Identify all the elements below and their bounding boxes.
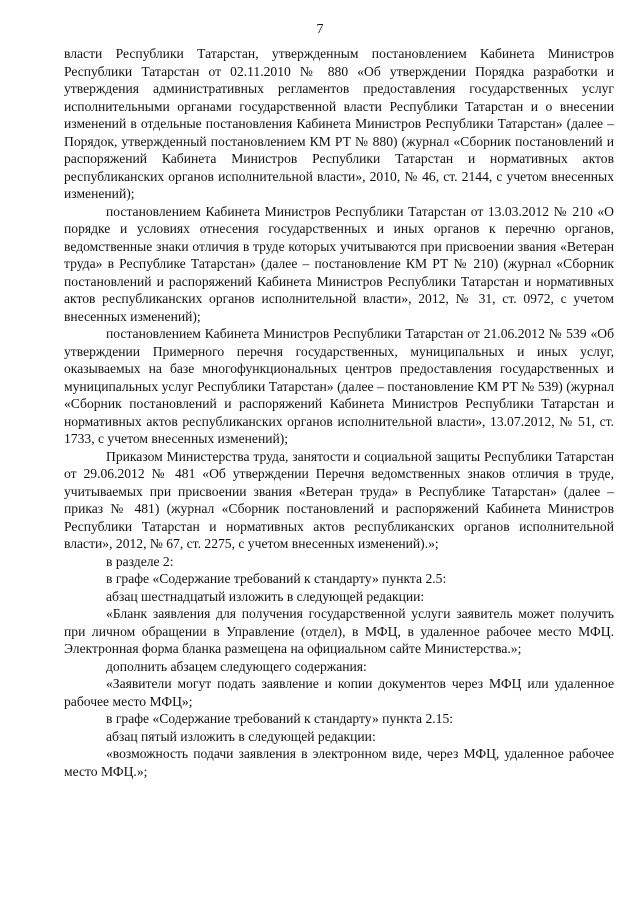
paragraph: власти Республики Татарстан, утвержденным постановлением Кабинета Министров Республики Татарстан от 02.11.2010 № 880 «Об утверждении Порядка разработки и утверждения административных регламентов предоставления государственных услуг исполнительными органами государственной власти Республики Татарстан и о внесении изменений в отдельные постановления Кабинета Министров Республики Татарстан» (далее – Порядок, утвержденный постановлением КМ РТ № 880) (журнал «Сборник постановлений и распоряжений Кабинета Министров Республики Татарстан и нормативных актов республиканских органов исполнительной власти», 2010, № 46, ст. 2144, с учетом внесенных изменений);	[64, 46, 614, 201]
document-body	[64, 45, 614, 780]
paragraph: абзац шестнадцатый изложить в следующей редакции:	[106, 588, 425, 604]
paragraph: дополнить абзацем следующего содержания:	[106, 658, 367, 674]
paragraph: Приказом Министерства труда, занятости и социальной защиты Республики Татарстан от 29.06.2012 № 481 «Об утверждении Перечня ведомственных знаков отличия в труде, учитываемых при присвоении звания «Ветеран труда» в Республике Татарстан» (далее – приказ № 481) (журнал «Сборник постановлений и распоряжений Кабинета Министров Республики Татарстан и нормативных актов республиканских органов исполнительной власти», 2012, № 67, ст. 2275, с учетом внесенных изменений).»;	[64, 448, 614, 551]
paragraph: «возможность подачи заявления в электронном виде, через МФЦ, удаленное рабочее место МФЦ.»;	[64, 746, 614, 779]
paragraph: абзац пятый изложить в следующей редакции:	[106, 728, 376, 744]
paragraph: постановлением Кабинета Министров Республики Татарстан от 21.06.2012 № 539 «Об утверждении Примерного перечня государственных, муниципальных и иных услуг, оказываемых на базе многофункциональных центров предоставления государственных и муниципальных услуг Республики Татарстан» (далее – постановление КМ РТ № 539) (журнал «Сборник постановлений и распоряжений Кабинета Министров Республики Татарстан и нормативных актов республиканских органов исполнительной власти», 13.07.2012, № 51, ст. 1733, с учетом внесенных изменений);	[64, 326, 614, 446]
paragraph: «Заявители могут подать заявление и копии документов через МФЦ или удаленное рабочее место МФЦ»;	[64, 676, 614, 709]
paragraph: в разделе 2:	[106, 553, 174, 569]
paragraph: постановлением Кабинета Министров Республики Татарстан от 13.03.2012 № 210 «О порядке и условиях отнесения государственных и иных органов к перечню органов, ведомственные знаки отличия в труде которых учитываются при присвоении звания «Ветеран труда» в Республике Татарстан» (далее – постановление КМ РТ № 210) (журнал «Сборник постановлений и распоряжений Кабинета Министров Республики Татарстан и нормативных актов республиканских органов исполнительной власти», 2012, № 31, ст. 0972, с учетом внесенных изменений);	[64, 203, 614, 324]
page-number: 7	[316, 22, 324, 37]
paragraph: в графе «Содержание требований к стандарту» пункта 2.15:	[106, 711, 454, 726]
paragraph: в графе «Содержание требований к стандарту» пункта 2.5:	[106, 571, 447, 586]
paragraph: «Бланк заявления для получения государственной услуги заявитель может получить при личном обращении в Управление (отдел), в МФЦ, в удаленное рабочее место МФЦ. Электронная форма бланка размещена на официальном сайте Министерства.»;	[64, 606, 614, 656]
